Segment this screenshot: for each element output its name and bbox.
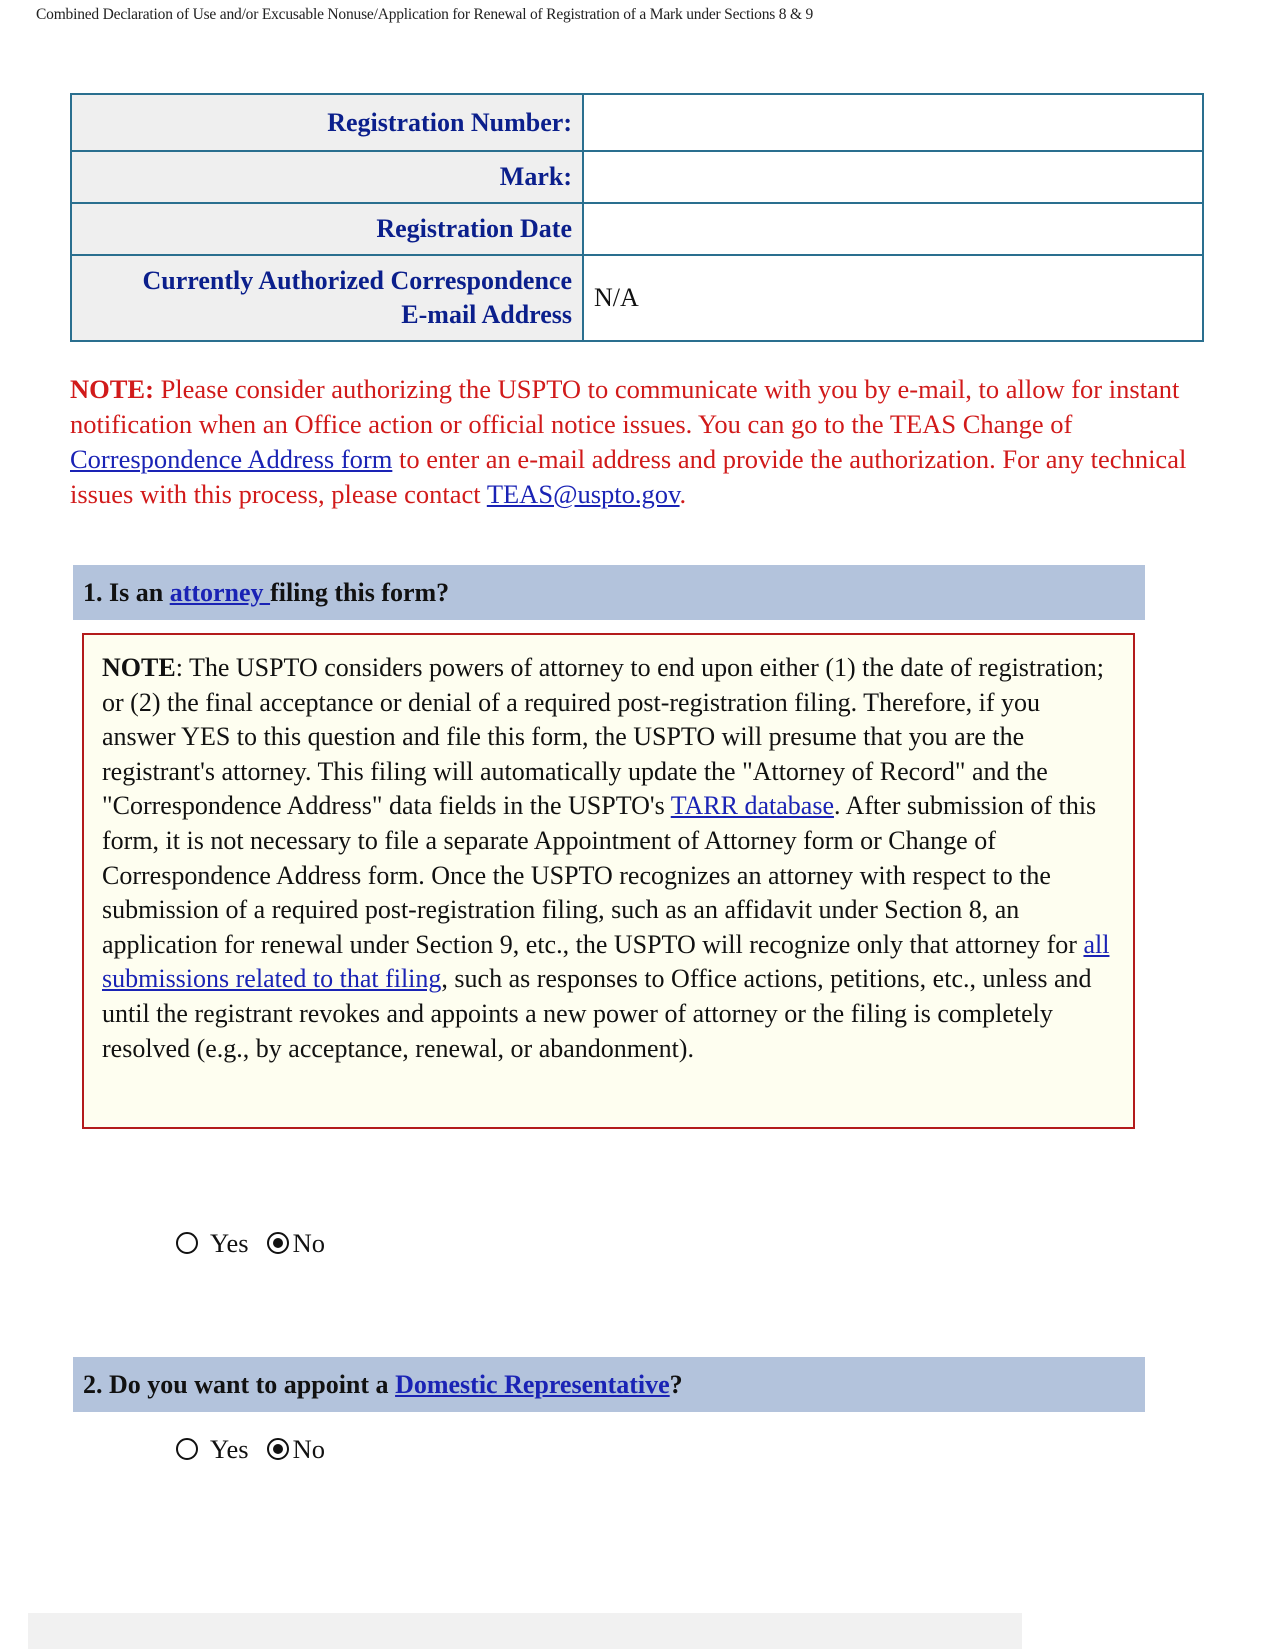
question-1-no-label: No bbox=[292, 1227, 325, 1258]
mark-label: Mark: bbox=[71, 151, 583, 203]
question-2-no-label: No bbox=[292, 1433, 325, 1464]
attorney-note-text: , such as responses to Office actions, petitions, etc., unless and until the registrant revokes and appoints a new power of attorney or the filing is completely resolved (e.g., by acceptance, renewal, or abandonment). bbox=[102, 964, 1092, 1063]
correspondence-email-value: N/A bbox=[583, 255, 1203, 341]
question-2-yes-label: Yes bbox=[210, 1433, 249, 1464]
teas-email-link[interactable]: TEAS@uspto.gov bbox=[486, 479, 680, 509]
question-2-prefix: 2. Do you want to appoint a bbox=[83, 1370, 396, 1399]
registration-date-value bbox=[583, 203, 1203, 255]
attorney-note-text: : The USPTO considers powers of attorney to end upon either (1) the date of registration; or (2) the final acceptance or denial of a required post-registration filing. Therefore, if you answer YES to this question and file this form, the USPTO will presume that you are the registrant's attorney. This filing will automatically update the "Attorney of Record" and the "Correspondence Address" data fields in the USPTO's bbox=[102, 653, 1105, 821]
correspondence-email-label-line1: Currently Authorized Correspondence bbox=[142, 266, 572, 295]
question-2-suffix: ? bbox=[669, 1370, 683, 1399]
question-2-yes-radio[interactable] bbox=[176, 1438, 198, 1460]
domestic-representative-link[interactable]: Domestic Representative bbox=[395, 1370, 670, 1399]
registration-table bbox=[70, 93, 1204, 342]
registration-number-value bbox=[583, 94, 1203, 151]
question-1-no-radio[interactable] bbox=[267, 1232, 289, 1254]
tarr-database-link[interactable]: TARR database bbox=[670, 791, 834, 821]
note-text: to enter an e-mail address and provide the authorization. For any technical issues with this process, please contact bbox=[70, 444, 1187, 509]
table-row bbox=[71, 203, 1203, 255]
note-text: Please consider authorizing the USPTO to communicate with you by e-mail, to allow for instant notification when an Office action or official notice issues. You can go to the TEAS Change of bbox=[70, 374, 1180, 439]
question-1-radio-group bbox=[176, 1226, 325, 1260]
page-header-title: Combined Declaration of Use and/or Excusable Nonuse/Application for Renewal of Registration of a Mark under Sections 8 & 9 bbox=[36, 6, 814, 23]
attorney-note-text: . After submission of this form, it is not necessary to file a separate Appointment of Attorney form or Change of Correspondence Address form. Once the USPTO recognizes an attorney with respect to the submission of a required post-registration filing, such as an affidavit under Section 8, an application for renewal under Section 9, etc., the USPTO will recognize only that attorney for bbox=[102, 791, 1097, 959]
mark-value bbox=[583, 151, 1203, 203]
note-prefix: NOTE: bbox=[70, 374, 154, 404]
attorney-note-box bbox=[82, 633, 1135, 1129]
question-1-yes-label: Yes bbox=[210, 1227, 249, 1258]
question-1-yes-radio[interactable] bbox=[176, 1232, 198, 1254]
registration-number-label: Registration Number: bbox=[71, 94, 583, 151]
correspondence-email-label bbox=[71, 255, 583, 341]
question-1-prefix: 1. Is an bbox=[83, 578, 170, 607]
question-1-header bbox=[73, 565, 1145, 620]
question-1-suffix: filing this form? bbox=[270, 578, 450, 607]
table-row bbox=[71, 151, 1203, 203]
correspondence-address-form-link[interactable]: Correspondence Address form bbox=[70, 444, 393, 474]
note-text: . bbox=[679, 479, 687, 509]
all-submissions-link[interactable]: all submissions related to that filing bbox=[102, 929, 1110, 994]
email-authorization-note bbox=[70, 372, 1210, 512]
footer-bar bbox=[28, 1613, 1022, 1649]
table-row bbox=[71, 94, 1203, 151]
question-2-no-radio[interactable] bbox=[267, 1438, 289, 1460]
question-2-header bbox=[73, 1357, 1145, 1412]
table-row bbox=[71, 255, 1203, 341]
question-2-radio-group bbox=[176, 1432, 325, 1466]
correspondence-email-label-line2: E-mail Address bbox=[401, 300, 572, 329]
registration-date-label: Registration Date bbox=[71, 203, 583, 255]
attorney-note-prefix: NOTE bbox=[102, 653, 176, 682]
attorney-link[interactable]: attorney bbox=[169, 578, 271, 607]
